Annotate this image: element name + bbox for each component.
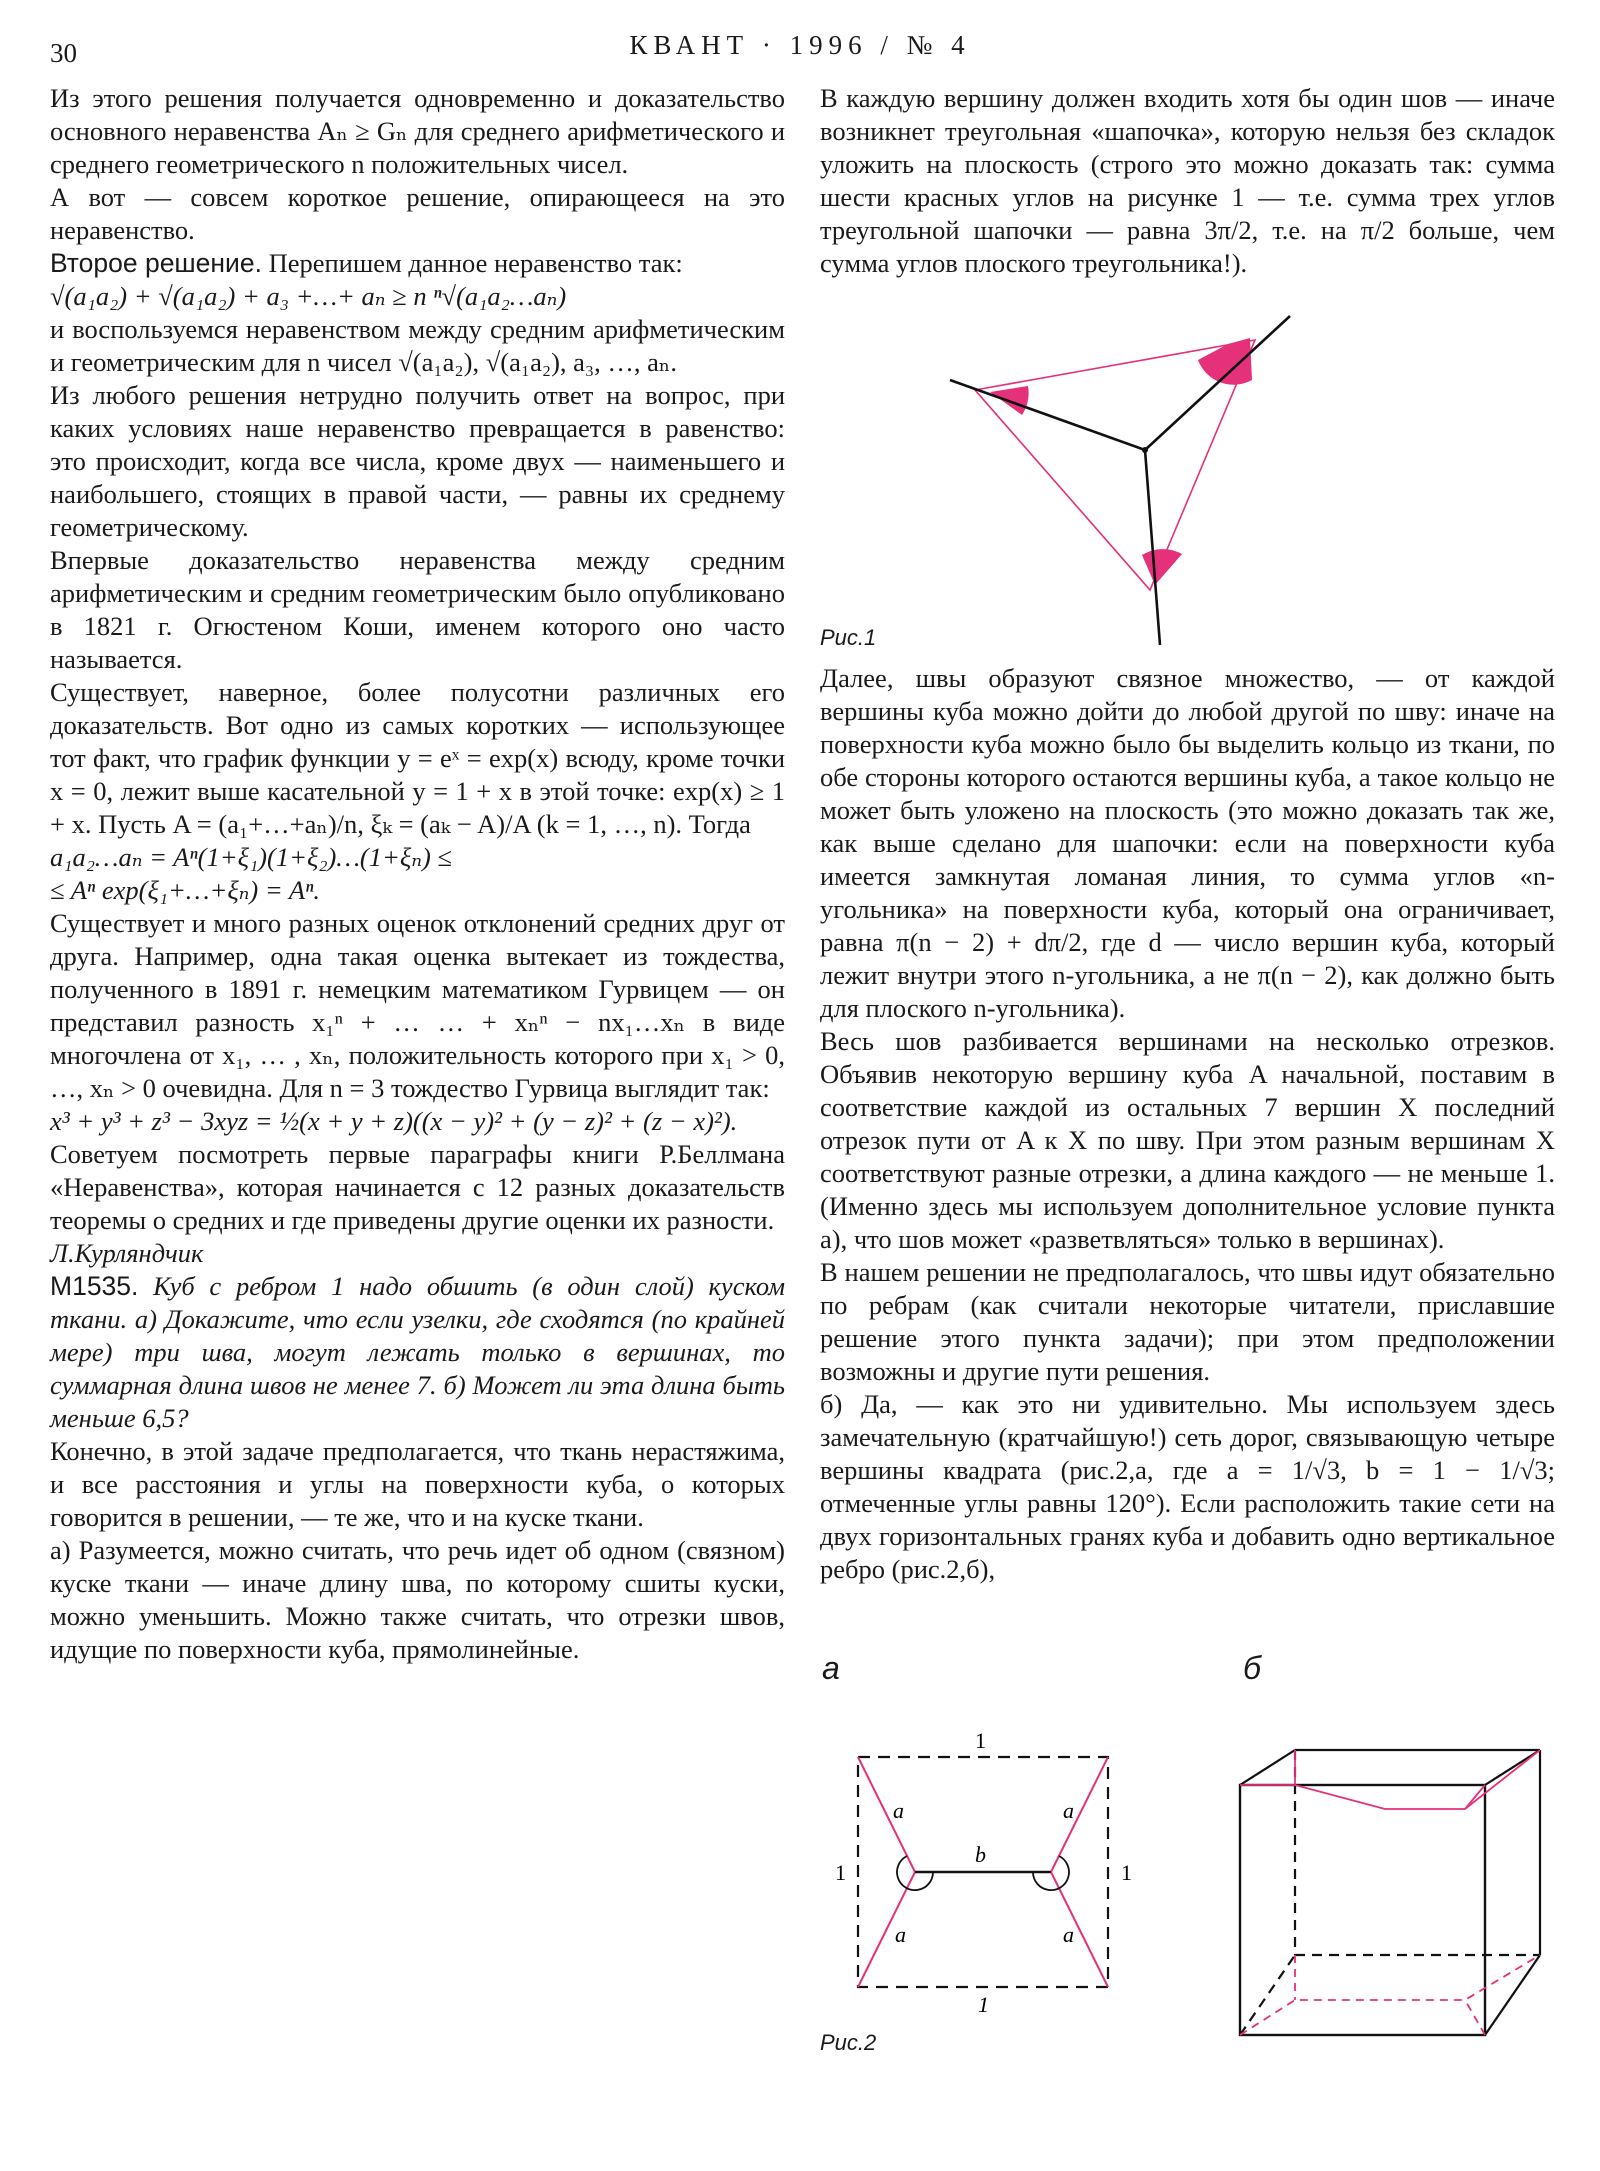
- network-top: [1465, 1785, 1485, 1809]
- journal-header: КВАНТ · 1996 / № 4: [629, 30, 971, 60]
- paragraph: а) Разумеется, можно считать, что речь идет об одном (связном) куске ткани — иначе длину шва, по которому сшиты куски, можно уменьшить. Можно также считать, что отрезки швов, идущие по поверхности куба, прямолинейные.: [50, 1535, 785, 1664]
- paragraph: Конечно, в этой задаче предполагается, что ткань нерастяжима, и все расстояния и углы на поверхности куба, о которых говорится в решении, — те же, что и на куске ткани.: [50, 1436, 785, 1532]
- paragraph: Весь шов разбивается вершинами на несколько отрезков. Объявив некоторую вершину куба A начальной, поставим в соответствие каждой из остальных 7 вершин X последний отрезок пути от A к X по шву. При этом разным вершинам X соответствуют разные отрезки, а длина каждого — не меньше 1. (Именно здесь мы используем дополнительное условие пункта а), что шов может «разветвляться» только в вершинах).: [820, 1026, 1555, 1254]
- problem-id: М1535.: [50, 1271, 139, 1301]
- angle-sector: [1142, 549, 1182, 585]
- vertex-dot: [1142, 447, 1148, 453]
- paragraph: Существует, наверное, более полусотни различных его доказательств. Вот одно из самых коротких — использующее тот факт, что график функции y = eˣ = exp(x) всюду, кроме точки x = 0, лежит выше касательной y = 1 + x в этой точке: exp(x) ≥ 1 + x. Пусть A = (a₁+…+aₙ)/n, ξₖ = (aₖ − A)/A (k = 1, …, n). Тогда: [50, 677, 785, 839]
- left-column: [50, 82, 785, 1666]
- paragraph: В нашем решении не предполагалось, что швы идут обязательно по ребрам (как считали некоторые читатели, приславшие решение этого пункта задачи); при этом предположении возможны и другие пути решения.: [820, 1257, 1555, 1386]
- edge-label-a: a: [1063, 1922, 1074, 1947]
- paragraph: Впервые доказательство неравенства между средним арифметическим и средним геометрическим было опубликовано в 1821 г. Огюстеном Коши, именем которого оно часто называется.: [50, 545, 785, 674]
- side-label: 1: [975, 1728, 986, 1753]
- seam-line: [1145, 450, 1160, 645]
- paragraph: А вот — совсем короткое решение, опирающееся на это неравенство.: [50, 182, 785, 245]
- cube-edge: [1240, 1955, 1295, 2035]
- paragraph: б) Да, — как это ни удивительно. Мы используем здесь замечательную (кратчайшую!) сеть дорог, связывающую четыре вершины квадрата (рис.2,а, где a = 1/√3, b = 1 − 1/√3; отмеченные углы равны 120°). Если расположить такие сети на двух горизонтальных гранях куба и добавить одно вертикальное ребро (рис.2,б),: [820, 1389, 1555, 1584]
- figure-2a-label: а: [822, 1650, 840, 1686]
- figure-2b-cube: [1235, 1745, 1555, 2045]
- side-label: 1: [978, 1992, 989, 2017]
- figure-1-caption: Рис.1: [820, 625, 877, 650]
- figure-2b-label: б: [1243, 1650, 1261, 1686]
- cube-edge: [1485, 1955, 1540, 2035]
- network-edge-a: [858, 1872, 915, 1987]
- formula-product: a₁a₂…aₙ = Aⁿ(1+ξ₁)(1+ξ₂)…(1+ξₙ) ≤: [50, 842, 452, 872]
- network-bottom: [1240, 1955, 1540, 2035]
- network-bottom: [1465, 2000, 1485, 2035]
- figure-1-triangular-cap: [950, 310, 1300, 650]
- cube-edge: [1240, 1750, 1295, 1785]
- cube-edge: [1485, 1750, 1540, 1785]
- section-heading: Второе решение.: [50, 248, 262, 278]
- paragraph: В каждую вершину должен входить хотя бы один шов — иначе возникнет треугольная «шапочка», которую нельзя без складок уложить на плоскость (строго это можно доказать так: сумма шести красных углов на рисунке 1 — т.е. сумма трех углов треугольной шапочки — равна 3π/2, т.е. на π/2 больше, чем сумма углов плоского треугольника!).: [820, 83, 1555, 278]
- formula-exp: ≤ Aⁿ exp(ξ₁+…+ξₙ) = Aⁿ.: [50, 875, 321, 905]
- paragraph: Из любого решения нетрудно получить ответ на вопрос, при каких условиях наше неравенство превращается в равенство: это происходит, когда все числа, кроме двух — наименьшего и наибольшего, стоящих в правой части, — равны их среднему геометрическому.: [50, 380, 785, 542]
- figure-2a-steiner-network: [825, 1720, 1145, 2017]
- paragraph: [50, 247, 785, 280]
- seam-line: [950, 380, 1145, 450]
- paragraph: и воспользуемся неравенством между средним арифметическим и геометрическим для n чисел √(a₁a₂), √(a₁a₂), a₃, …, aₙ.: [50, 314, 785, 377]
- paragraph: Далее, швы образуют связное множество, — от каждой вершины куба можно дойти до любой другой по шву: иначе на поверхности куба можно было бы выделить кольцо из ткани, по обе стороны которого остаются вершины куба, а такое кольцо не может быть уложено на плоскость (это можно доказать так же, как выше сделано для шапочки: если на поверхности куба имеется замкнутая ломаная линия, то сумма углов «n-угольника» на поверхности куба, который она ограничивает, равна π(n − 2) + dπ/2, где d — число вершин куба, который лежит внутри этого n-угольника, а не π(n − 2), как должно быть для плоского n-угольника).: [820, 663, 1555, 1023]
- paragraph-text: Перепишем данное неравенство так:: [261, 248, 683, 278]
- edge-label-a: a: [1063, 1798, 1074, 1823]
- side-label: 1: [835, 1860, 846, 1885]
- right-column-top: [820, 82, 1555, 280]
- side-label: 1: [1121, 1860, 1132, 1885]
- edge-label-a: a: [895, 1922, 906, 1947]
- page-number: 30: [50, 38, 77, 68]
- problem-text: Куб с ребром 1 надо обшить (в один слой) куском ткани. а) Докажите, что если узелки, где сходятся (по крайней мере) три шва, могут лежать только в вершинах, то суммарная длина швов не менее 7. б) Может ли эта длина быть меньше 6,5?: [50, 1271, 785, 1433]
- edge-label-b: b: [975, 1842, 986, 1867]
- formula-hurwitz: x³ + y³ + z³ − 3xyz = ½(x + y + z)((x − y)² + (y − z)² + (z − x)²).: [50, 1106, 738, 1136]
- network-edge-a: [1051, 1757, 1108, 1872]
- figure-2-caption: Рис.2: [820, 2030, 877, 2055]
- paragraph: Советуем посмотреть первые параграфы книги Р.Беллмана «Неравенства», которая начинается с 12 разных доказательств теоремы о средних и где приведены другие оценки их разности.: [50, 1139, 785, 1235]
- cube-front-face: [1240, 1785, 1485, 2035]
- paragraph: Существует и много разных оценок отклонений средних друг от друга. Например, одна такая оценка вытекает из тождества, полученного в 1891 г. немецким математиком Гурвицем — он представил разность x₁ⁿ + … … + xₙⁿ − nx₁…xₙ в виде многочлена от x₁, … , xₙ, положительность которого при x₁ > 0, …, xₙ > 0 очевидна. Для n = 3 тождество Гурвица выглядит так:: [50, 908, 785, 1103]
- problem-statement: [50, 1270, 785, 1435]
- edge-label-a: a: [893, 1798, 904, 1823]
- author: Л.Курляндчик: [50, 1238, 204, 1268]
- network-edge-a: [858, 1757, 915, 1872]
- right-column-middle: [820, 662, 1555, 1586]
- paragraph: Из этого решения получается одновременно и доказательство основного неравенства Aₙ ≥ Gₙ для среднего арифметического и среднего геометрического n положительных чисел.: [50, 83, 785, 179]
- network-edge-a: [1051, 1872, 1108, 1987]
- formula-inequality: √(a₁a₂) + √(a₁a₂) + a₃ +…+ aₙ ≥ n ⁿ√(a₁a₂…aₙ): [50, 281, 567, 311]
